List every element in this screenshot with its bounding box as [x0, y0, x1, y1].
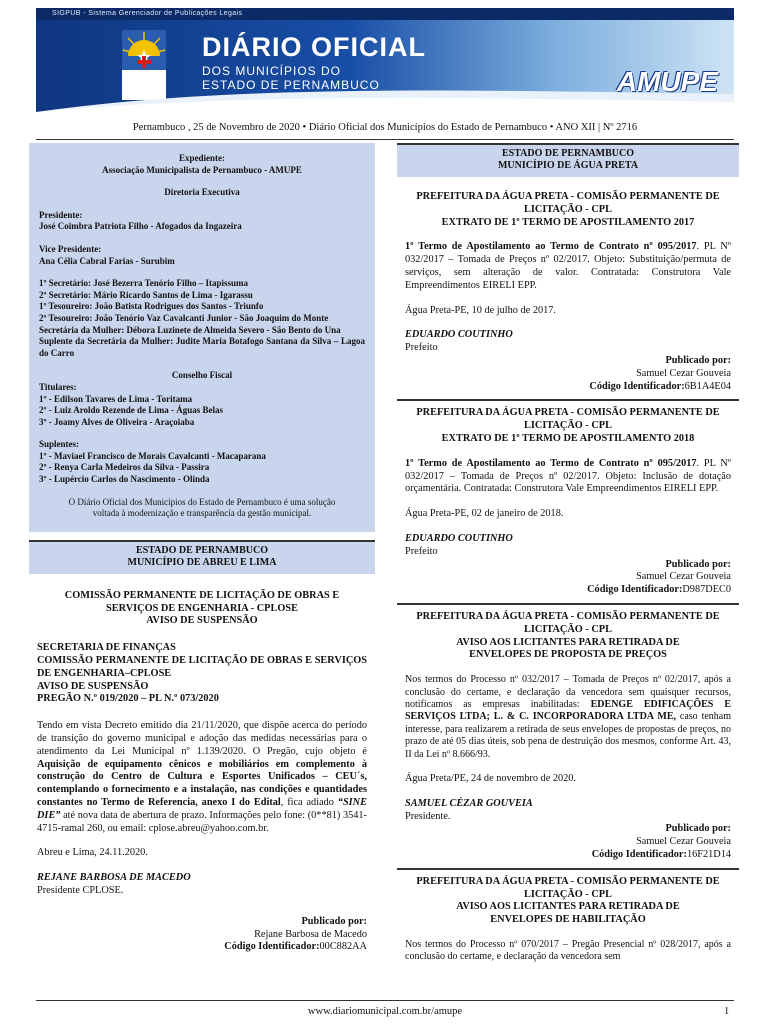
agua-act-3 [397, 611, 739, 862]
vice-name: Ana Célia Cabral Farias - Surubim [39, 255, 175, 266]
secretario-2: 2º Secretário: Mário Ricardo Santos de Lima - Igarassu [39, 289, 253, 300]
act1-p-rest: . PL Nº 032/2017 – Tomada de Preços nº 02/2017. Objeto: Substituição/permuta de serviços, sem alteração de valor. Contratada: Construtora Vale Empreendimentos EIRELI EPP. [405, 241, 731, 291]
act3-p-part-c: caso tenham interesse, para realizarem a retirada de seus envelopes de propostas de preços, no prazo de até 05 dias úteis, sob pena de destruição dos mesmos, conforme Art. 43, II da Lei nº 8.666/93. [405, 711, 732, 760]
act2-p-bold: 1º Termo de Apostilamento ao Termo de Contrato nº 095/2017 [405, 457, 697, 469]
abreu-b1: SECRETARIA DE FINANÇAS [37, 642, 176, 654]
abreu-title-1: COMISSÃO PERMANENTE DE LICITAÇÃO DE OBRAS E SERVIÇOS DE ENGENHARIA - CPLOSE [64, 589, 340, 614]
page-number: 1 [724, 1006, 730, 1017]
act4-title-1: PREFEITURA DA ÁGUA PRETA - COMISÃO PERMANENTE DE LICITAÇÃO - CPL [416, 875, 720, 900]
act3-p-part-a: Nos termos do Processo nº 032/2017 – Tomada de Preços nº 02/2017, após a conclusão do certame, e declaração da vencedora sem quaisquer recursos, notificamos as empresas inabilitadas: [405, 674, 731, 710]
act1-date: Água Preta-PE, 10 de julho de 2017. [405, 304, 556, 316]
act2-title-1: PREFEITURA DA ÁGUA PRETA - COMISÃO PERMANENTE DE LICITAÇÃO - CPL [416, 407, 720, 432]
act2-pub-label: Publicado por: [665, 558, 731, 570]
expediente-title: Expediente: [179, 153, 225, 163]
act1-pub-name: Samuel Cezar Gouveia [636, 367, 731, 379]
act3-pub-name: Samuel Cezar Gouveia [636, 836, 731, 848]
abreu-notice [29, 590, 375, 954]
suplente-3: 3º - Lupércio Carlos do Nascimento - Olinda [39, 474, 210, 485]
diretoria-heading: Diretoria Executiva [164, 187, 240, 198]
header-rule [36, 139, 734, 140]
tesoureiro-1: 1º Tesoureiro: João Batista Rodrigues dos Santos - Triunfo [39, 301, 264, 312]
act3-title-2: AVISO AOS LICITANTES PARA RETIRADA DE ENVELOPES DE PROPOSTA DE PREÇOS [456, 636, 680, 661]
act3-code-value: 16F21D14 [686, 848, 731, 860]
titular-1: 1º - Edilson Tavares de Lima - Toritama [39, 393, 193, 404]
abreu-b3: AVISO DE SUSPENSÃO [37, 680, 149, 692]
tesoureiro-2: 2º Tesoureiro: João Tenório Vaz Cavalcanti Junior - São Joaquim do Monte [39, 312, 329, 323]
act2-p-rest: . PL Nº 032/2017 – Tomada de Preços nº 02/2017. Objeto: Inclusão de dotação orçamentária. Contratada: Construtora Vale Empreendimentos EIRELI EPP. [405, 457, 731, 495]
masthead-top-text: SIGPUB - Sistema Gerenciador de Publicações Legais [36, 8, 734, 20]
footer-rule [36, 1000, 734, 1001]
act3-signer: SAMUEL CÉZAR GOUVEIA [405, 797, 533, 809]
act2-role: Prefeito [405, 545, 438, 557]
abreu-paragraph [37, 720, 367, 835]
act3-role: Presidente. [405, 810, 451, 822]
abreu-p-object: Aquisição de equipamento cênicos e mobiliários em complemento à construção do Centro de Cultura e Esportes Unificados – CEU´s, contemplando o fornecimento e a instalação, nas condições e quantidades constantes no Termo de Referencia, anexo I do Edital [37, 758, 367, 808]
presidente-name: José Coimbra Patriota Filho - Afogados da Ingazeira [39, 221, 242, 232]
masthead-subtitle-1: DOS MUNICÍPIOS DO [202, 64, 342, 78]
masthead-title: DIÁRIO OFICIAL [202, 32, 426, 62]
abreu-code [37, 941, 367, 954]
act2-title-2: EXTRATO DE 1º TERMO DE APOSTILAMENTO 2018 [441, 432, 695, 444]
agua-act-4 [397, 876, 739, 964]
act1-code-value: 6B1A4E04 [684, 380, 731, 392]
right-column [397, 143, 739, 964]
agua-state: ESTADO DE PERNAMBUCO [501, 148, 635, 159]
abreu-role: Presidente CPLOSE. [37, 884, 124, 896]
act1-pub-label: Publicado por: [665, 354, 731, 366]
edition-line: Pernambuco , 25 de Novembro de 2020 • Diário Oficial dos Municípios do Estado de Pernambuco • ANO XII | Nº 2716 [132, 122, 638, 133]
act1-title-1: PREFEITURA DA ÁGUA PRETA - COMISÃO PERMANENTE DE LICITAÇÃO - CPL [416, 191, 720, 215]
act4-title-2: AVISO AOS LICITANTES PARA RETIRADA DE ENVELOPES DE HABILITAÇÃO [456, 901, 680, 926]
abreu-pub-label: Publicado por: [301, 915, 367, 927]
act2-paragraph [405, 458, 731, 496]
left-column [29, 143, 375, 954]
agua-municipality: MUNICÍPIO DE ÁGUA PRETA [497, 160, 639, 171]
footer-url[interactable]: www.diariomunicipal.com.br/amupe [307, 1006, 463, 1017]
abreu-code-label: Código Identificador: [224, 941, 320, 953]
act2-code-label: Código Identificador: [587, 584, 683, 596]
act3-pub-label: Publicado por: [665, 823, 731, 835]
act-separator [397, 399, 739, 401]
act2-code-value: D987DEC0 [682, 584, 731, 596]
presidente-label: Presidente: [39, 209, 83, 220]
abreu-section-header [29, 540, 375, 574]
act3-p-companies: EDENGE EDIFICAÇÕES E SERVIÇOS LTDA; L. & C. INCORPORADORA LTDA ME, [405, 698, 731, 723]
suplentes-label: Suplentes: [39, 439, 80, 450]
act3-title-1: PREFEITURA DA ÁGUA PRETA - COMISÃO PERMANENTE DE LICITAÇÃO - CPL [416, 610, 720, 635]
abreu-code-value: 00C882AA [319, 941, 367, 953]
abreu-pub-name: Rejane Barbosa de Macedo [254, 928, 367, 940]
act2-code [405, 584, 731, 597]
act3-code-label: Código Identificador: [591, 848, 687, 860]
agua-section-header [397, 143, 739, 177]
act1-p-bold: 1º Termo de Apostilamento ao Termo de Contrato nº 095/2017 [405, 241, 697, 253]
act2-date: Água Preta-PE, 02 de janeiro de 2018. [405, 508, 564, 520]
suplente-1: 1º - Maviael Francisco de Morais Cavalcanti - Macaparana [39, 450, 266, 461]
abreu-b4: PREGÃO N.º 019/2020 – PL N.º 073/2020 [37, 693, 219, 705]
secretario-1: 1º Secretário: José Bezerra Tenório Filho – Itapissuma [39, 278, 249, 289]
conselho-heading: Conselho Fiscal [171, 370, 233, 381]
expediente-box [29, 143, 375, 532]
abreu-title-2: AVISO DE SUSPENSÃO [146, 615, 258, 627]
secretaria-mulher: Secretária da Mulher: Débora Luzinete de Almeida Severo - São Bento do Una [39, 324, 341, 335]
act1-role: Prefeito [405, 342, 438, 354]
act3-code [405, 849, 731, 862]
abreu-b2: COMISSÃO PERMANENTE DE LICITAÇÃO DE OBRAS E SERVIÇOS DE ENGENHARIA–CPLOSE [37, 655, 367, 679]
act1-code [405, 381, 731, 394]
titular-3: 3º - Joamy Alves de Oliveira - Araçoiaba [39, 416, 195, 427]
abreu-signer: REJANE BARBOSA DE MACEDO [37, 872, 191, 884]
suplente-2: 2º - Renya Carla Medeiros da Silva - Passira [39, 462, 210, 473]
masthead-subtitle-2: ESTADO DE PERNAMBUCO [202, 78, 380, 92]
act1-signer: EDUARDO COUTINHO [405, 329, 513, 341]
expediente-note: O Diário Oficial dos Municípios do Estado de Pernambuco é uma solução voltada à modernização e transparência da gestão municipal. [68, 496, 336, 519]
abreu-p-part-e: até nova data de abertura de prazo. Informações pelo fone: (0**81) 3541-4715-ramal 260, ou email: cplose.abreu@yahoo.com.br. [37, 809, 367, 834]
abreu-p-part-a: Tendo em vista Decreto emitido dia 21/11/2020, que dispõe acerca do período de transição do governo municipal e adoção das medidas necessárias para o atendimento da Lei Municipal nº 1.139/2020. O Pregão, cujo objeto é [37, 720, 367, 757]
abreu-p-part-c: , fica adiado [280, 797, 338, 808]
titulares-label: Titulares: [39, 381, 77, 392]
titular-2: 2º - Luiz Aroldo Rezende de Lima - Águas Belas [39, 405, 224, 416]
abreu-place-date: Abreu e Lima, 24.11.2020. [37, 847, 148, 859]
abreu-municipality: MUNICÍPIO DE ABREU E LIMA [127, 556, 277, 568]
vice-label: Vice Presidente: [39, 243, 102, 254]
act1-paragraph [405, 241, 731, 292]
act2-signer: EDUARDO COUTINHO [405, 532, 513, 544]
suplente-mulher: Suplente da Secretária da Mulher: Judite Maria Botafogo Santana da Silva – Lagoa do Carro [39, 336, 365, 358]
act1-code-label: Código Identificador: [589, 380, 685, 392]
act3-date: Água Preta/PE, 24 de novembro de 2020. [405, 772, 577, 784]
act4-paragraph: Nos termos do Processo nº 070/2017 – Pregão Presencial nº 028/2017, após a conclusão do certame, e declaração da vencedora sem [405, 938, 731, 963]
act-separator [397, 603, 739, 605]
agua-act-2 [397, 407, 739, 597]
abreu-state: ESTADO DE PERNAMBUCO [135, 544, 269, 556]
masthead-banner [36, 8, 734, 112]
expediente-org: Associação Municipalista de Pernambuco - AMUPE [102, 164, 302, 175]
act2-pub-name: Samuel Cezar Gouveia [636, 571, 731, 583]
amupe-logo: AMUPE [616, 66, 718, 97]
act1-title-2: EXTRATO DE 1º TERMO DE APOSTILAMENTO 2017 [441, 216, 695, 228]
abreu-p-sine-die: “SINE DIE” [37, 797, 367, 821]
agua-act-1 [397, 191, 739, 393]
act3-paragraph [405, 674, 731, 761]
act-separator [397, 868, 739, 870]
